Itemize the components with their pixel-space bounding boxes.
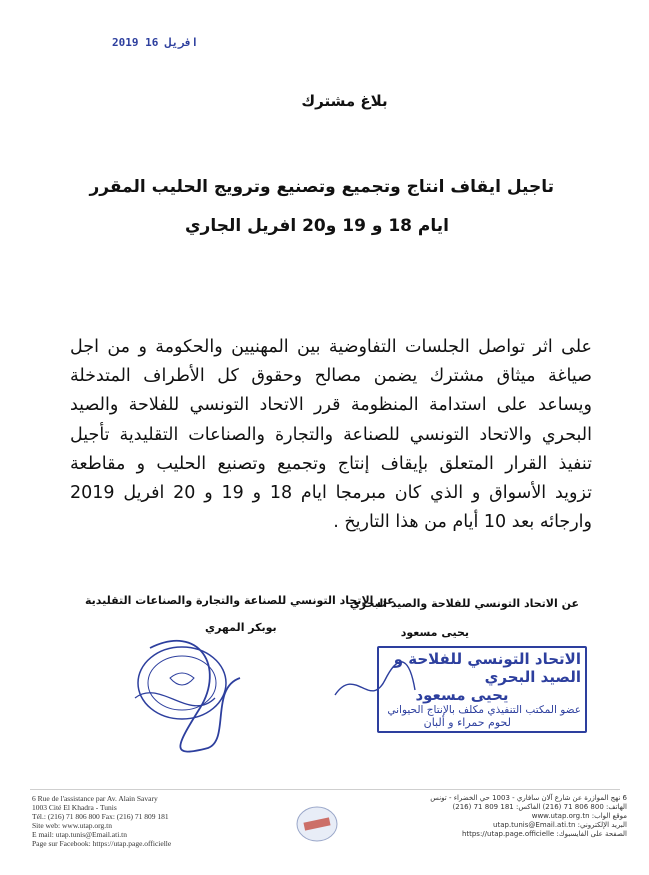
signatory-org-right: عن الاتحاد التونسي للفلاحة والصيد البحري <box>349 597 579 610</box>
footer-line: 1003 Cité El Khadra - Tunis <box>32 803 117 812</box>
signatory-name-right: يحيى مسعود <box>400 626 469 639</box>
footer-line: Tél.: (216) 71 806 800 Fax: (216) 71 809 181 <box>32 812 169 821</box>
document-subtitle-line2: ايام 18 و 19 و20 افريل الجاري <box>184 216 449 236</box>
document-body <box>70 333 592 537</box>
stamp-line: الاتحاد التونسي للفلاحة و الصيد البحري <box>393 650 581 686</box>
body-line: تزويد الأسواق و الذي كان مبرمجا ايام 18 و 19 و 20 افريل 2019 <box>70 483 593 504</box>
body-line: ويساعد على استدامة المنظومة قرر الاتحاد التونسي للفلاحة والصيد <box>70 395 592 416</box>
body-line: وارجائه بعد 10 أيام من هذا التاريخ . <box>333 512 592 533</box>
utap-logo-icon <box>292 804 342 844</box>
footer-line: الصفحة على الفايسبوك: https://utap.page.officielle <box>461 830 627 838</box>
document-subtitle-line1: تاجيل ايقاف انتاج وتجميع وتصنيع وترويج الحليب المقرر <box>89 177 554 197</box>
footer-line: الهاتف: 800 806 71 (216) الفاكس: 181 809 71 (216) <box>452 803 627 811</box>
footer-line: Site web: www.utap.org.tn <box>32 821 112 830</box>
document-title: بلاغ مشترك <box>301 92 388 110</box>
stamp-line: لحوم حمراء و ألبان <box>423 716 511 729</box>
signatory-org-left: عن الإتحاد التونسي للصناعة والتجارة والصناعات التقليدية <box>85 594 395 607</box>
stamp-line: عضو المكتب التنفيذي مكلف بالإنتاج الحيواني <box>387 704 581 716</box>
body-line: صياغة ميثاق مشترك يضمن مصالح وحقوق كل الأطراف المتدخلة <box>70 366 592 387</box>
footer-line: E mail: utap.tunis@Email.ati.tn <box>32 830 128 839</box>
round-seal-and-signature <box>130 628 250 768</box>
footer-line: 6 Rue de l'assistance par Av. Alain Savary <box>32 794 158 803</box>
footer-line: البريد الإلكتروني: utap.tunis@Email.ati.tn <box>493 821 627 829</box>
footer-address-fr <box>32 794 171 848</box>
footer-divider <box>30 789 620 790</box>
body-line: البحري والاتحاد التونسي للصناعة والتجارة والصناعات التقليدية تأجيل <box>70 424 592 445</box>
stamp-line: يحيى مسعود <box>415 686 509 704</box>
footer-line: Page sur Facebook: https://utap.page.officielle <box>32 839 172 848</box>
signatory-name-left: بوبكر المهري <box>205 621 277 634</box>
footer-address-ar <box>430 794 627 839</box>
body-line: تنفيذ القرار المتعلق بإيقاف إنتاج وتجميع وتصنيع الحليب و مقاطعة <box>70 453 592 474</box>
body-line: على اثر تواصل الجلسات التفاوضية بين المهنيين والحكومة و من اجل <box>70 337 592 357</box>
footer-line: موقع الواب: www.utap.org.tn <box>531 812 627 820</box>
signature-scribble <box>330 655 420 715</box>
date-stamp: 2019 افريل 16 <box>112 36 199 49</box>
footer-line: 6 نهج الموازرة عن شارع آلان سافاري - 1003 حي الخضراء - تونس <box>430 794 627 802</box>
